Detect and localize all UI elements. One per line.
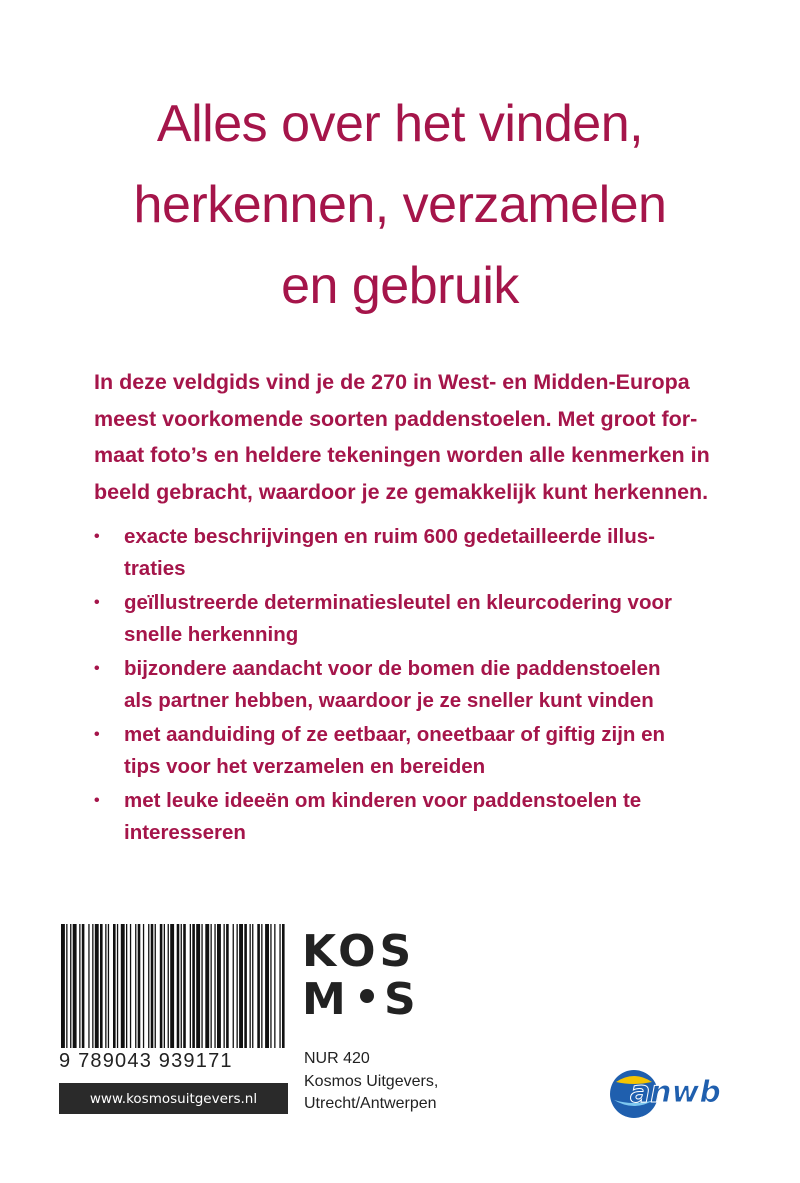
isbn-digits: 9 789043 939171 — [59, 1050, 233, 1072]
intro-line-4: beeld gebracht, waardoor je ze gemakkelijk kunt herkennen. — [94, 479, 709, 504]
feature-list-item — [94, 587, 734, 651]
logo-letter-m: M — [302, 974, 346, 1018]
logo-letter-s: S — [384, 974, 416, 1018]
barcode-bar — [252, 924, 253, 1048]
barcode-bar — [82, 924, 85, 1048]
barcode-bar — [143, 924, 144, 1048]
barcode-bar — [113, 924, 116, 1048]
bullet-icon: • — [94, 726, 100, 743]
intro-line-2: meest voorkomende soorten paddenstoelen. Met groot for- — [94, 406, 698, 431]
headline-line-3: en gebruik — [281, 257, 519, 315]
feature-line: geïllustreerde determinatiesleutel en kleurcodering voor — [124, 591, 672, 614]
barcode-bar — [233, 924, 234, 1048]
barcode — [59, 924, 288, 1048]
feature-line: snelle herkenning — [124, 623, 299, 646]
headline-line-1: Alles over het vinden, — [156, 95, 644, 153]
intro-line-3: maat foto’s en heldere tekeningen worden alle kenmerken in — [94, 443, 710, 467]
feature-line: met aanduiding of ze eetbaar, oneetbaar of giftig zijn en — [124, 723, 666, 746]
barcode-bar — [70, 924, 71, 1048]
barcode-bar — [121, 924, 125, 1048]
intro-paragraph — [94, 364, 734, 510]
barcode-bar — [160, 924, 163, 1048]
feature-list — [94, 521, 734, 851]
imprint-line-2: Kosmos Uitgevers, — [304, 1072, 439, 1090]
barcode-bar — [135, 924, 136, 1048]
barcode-bar — [155, 924, 156, 1048]
barcode-bar — [250, 924, 251, 1048]
logo-dot — [360, 989, 374, 1003]
barcode-bar — [183, 924, 186, 1048]
imprint — [304, 1048, 524, 1116]
barcode-bar — [211, 924, 212, 1048]
barcode-bar — [190, 924, 191, 1048]
barcode-bar — [73, 924, 77, 1048]
barcode-bar — [168, 924, 169, 1048]
bullet-icon: • — [94, 528, 100, 545]
barcode-bar — [217, 924, 221, 1048]
barcode-bar — [108, 924, 109, 1048]
barcode-bar — [177, 924, 180, 1048]
barcode-bar — [151, 924, 154, 1048]
barcode-bar — [257, 924, 260, 1048]
barcode-bar — [192, 924, 195, 1048]
barcode-bar — [244, 924, 247, 1048]
barcode-bar — [261, 924, 262, 1048]
barcode-bar — [130, 924, 131, 1048]
barcode-bar — [265, 924, 269, 1048]
intro-line-1: In deze veldgids vind je de 270 in West- en Midden-Europa — [94, 370, 690, 394]
feature-list-item — [94, 785, 734, 849]
barcode-bar — [92, 924, 93, 1048]
barcode-bar — [196, 924, 200, 1048]
feature-line: tips voor het verzamelen en bereiden — [124, 755, 486, 778]
barcode-bar — [181, 924, 182, 1048]
feature-line: interesseren — [124, 821, 246, 844]
barcode-bar — [105, 924, 106, 1048]
anwb-wordmark: anwb — [630, 1075, 721, 1110]
bullet-icon: • — [94, 792, 100, 809]
barcode-bar — [239, 924, 243, 1048]
barcode-bar — [279, 924, 280, 1048]
feature-line: met leuke ideeën om kinderen voor paddenstoelen te — [124, 789, 642, 812]
feature-list-item — [94, 521, 734, 585]
imprint-line-3: Utrecht/Antwerpen — [304, 1095, 437, 1112]
imprint-line-1: NUR 420 — [304, 1050, 370, 1067]
barcode-bar — [164, 924, 165, 1048]
barcode-bar — [282, 924, 285, 1048]
publisher-url: www.kosmosuitgevers.nl — [59, 1083, 288, 1114]
barcode-bar — [274, 924, 275, 1048]
barcode-bar — [201, 924, 202, 1048]
barcode-bar — [61, 924, 65, 1048]
headline — [0, 84, 800, 327]
feature-list-item — [94, 653, 734, 717]
barcode-bar — [117, 924, 118, 1048]
barcode-bar — [224, 924, 225, 1048]
barcode-bar — [88, 924, 89, 1048]
barcode-bar — [79, 924, 80, 1048]
feature-list-item — [94, 719, 734, 783]
kosmos-logo — [302, 926, 422, 1018]
anwb-logo — [606, 1056, 746, 1128]
feature-line: traties — [124, 557, 186, 580]
barcode-bar — [205, 924, 209, 1048]
feature-line: exacte beschrijvingen en ruim 600 gedetailleerde illus- — [124, 525, 655, 548]
barcode-bar — [66, 924, 67, 1048]
barcode-bar — [95, 924, 99, 1048]
bullet-icon: • — [94, 594, 100, 611]
feature-line: als partner hebben, waardoor je ze sneller kunt vinden — [124, 689, 654, 712]
barcode-bar — [226, 924, 229, 1048]
barcode-bar — [148, 924, 149, 1048]
feature-line: bijzondere aandacht voor de bomen die paddenstoelen — [124, 657, 661, 680]
barcode-bar — [214, 924, 215, 1048]
headline-line-2: herkennen, verzamelen — [133, 176, 667, 234]
barcode-bar — [270, 924, 271, 1048]
barcode-icon — [59, 924, 288, 1048]
barcode-bar — [100, 924, 103, 1048]
barcode-bar — [237, 924, 238, 1048]
barcode-bar — [138, 924, 141, 1048]
barcode-bar — [126, 924, 127, 1048]
barcode-bar — [170, 924, 174, 1048]
logo-row-1: KOS — [302, 926, 416, 977]
bullet-icon: • — [94, 660, 100, 677]
